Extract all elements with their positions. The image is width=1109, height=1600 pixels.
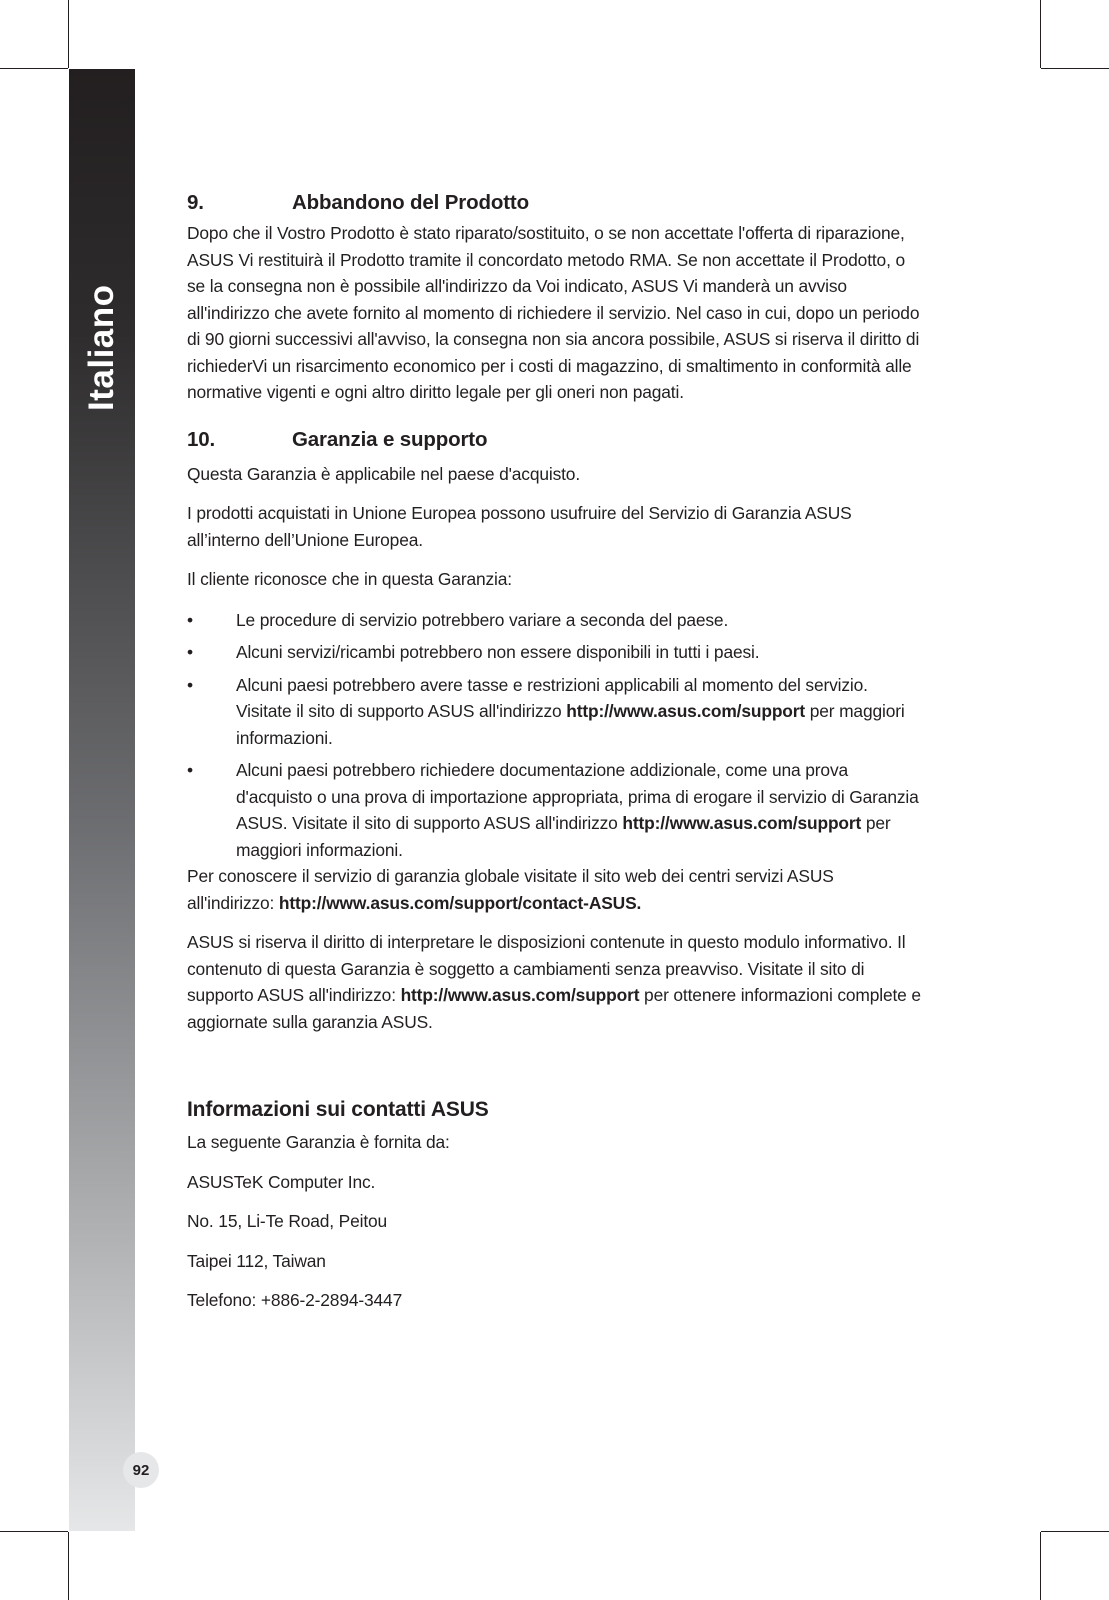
contact-line: Telefono: +886-2-2894-3447 xyxy=(187,1290,403,1310)
bullet: • xyxy=(187,642,193,662)
section-number: 9. xyxy=(187,191,204,214)
bullet: • xyxy=(187,674,193,695)
crop-mark xyxy=(0,68,68,69)
list-item xyxy=(187,672,927,752)
page-number: 92 xyxy=(123,1452,159,1488)
list-item-text: per maggiori informazioni. xyxy=(236,701,905,748)
paragraph: Il cliente riconosce che in questa Garanzia: xyxy=(187,569,512,589)
section-9-heading xyxy=(187,190,927,216)
list-item-text: Alcuni paesi potrebbero avere tasse e restrizioni applicabili al momento del servizio. Visitate il sito di supporto ASUS all'indirizzo xyxy=(236,674,868,721)
contact-line: La seguente Garanzia è fornita da: xyxy=(187,1132,450,1152)
list-item xyxy=(187,757,927,863)
crop-mark xyxy=(1040,0,1041,68)
support-link[interactable]: http://www.asus.com/support xyxy=(400,985,640,1005)
language-label: Italiano xyxy=(82,284,121,411)
crop-mark xyxy=(68,0,69,68)
paragraph-text: Per conoscere il servizio di garanzia globale visitate il sito web dei centri servizi ASUS all'indirizzo: xyxy=(187,866,834,913)
contact-line: No. 15, Li-Te Road, Peitou xyxy=(187,1211,388,1231)
language-tab xyxy=(69,69,135,411)
paragraph xyxy=(187,929,927,1035)
paragraph: Questa Garanzia è applicabile nel paese d'acquisto. xyxy=(187,463,581,484)
list-item-text: Alcuni paesi potrebbero richiedere documentazione addizionale, come una prova d'acquisto o una prova di importazione appropriata, prima di erogare il servizio di Garanzia ASUS. Visitate il sito di supporto ASUS all'indirizzo xyxy=(236,760,919,833)
crop-mark xyxy=(1041,68,1109,69)
crop-mark xyxy=(1040,1532,1041,1600)
bullet: • xyxy=(187,609,193,630)
contact-line: ASUSTeK Computer Inc. xyxy=(187,1171,376,1192)
list-item xyxy=(187,607,927,634)
crop-mark xyxy=(0,1531,68,1532)
language-sidebar xyxy=(69,69,135,1531)
bullet: • xyxy=(187,760,193,780)
list-item-text: Le procedure di servizio potrebbero variare a seconda del paese. xyxy=(236,609,729,630)
support-link[interactable]: http://www.asus.com/support xyxy=(622,813,862,833)
crop-mark xyxy=(1041,1531,1109,1532)
list-item xyxy=(187,639,927,666)
paragraph-text: per ottenere informazioni complete e aggiornate sulla garanzia ASUS. xyxy=(187,985,921,1032)
contact-line: Taipei 112, Taiwan xyxy=(187,1250,326,1271)
section-9-paragraph: Dopo che il Vostro Prodotto è stato riparato/sostituito, o se non accettate l'offerta di riparazione, ASUS Vi restituirà il Prodotto tramite il concordato metodo RMA. Se non accettate il Prodotto, o se la consegna non è possibile all'indirizzo da Voi indicato, ASUS Vi manderà un avviso all'indirizzo che avete fornito al momento di richiedere il servizio. Nel caso in cui, dopo un periodo di 90 giorni successivi all'avviso, la consegna non sia ancora possibile, ASUS si riserva il diritto di richiederVi un risarcimento economico per i costi di magazzino, di smaltimento in conformità alle normative vigenti e ogni altro diritto legale per gli oneri non pagati. xyxy=(187,223,920,402)
support-link[interactable]: http://www.asus.com/support xyxy=(566,701,806,721)
section-number: 10. xyxy=(187,427,216,451)
list-item-text: Alcuni servizi/ricambi potrebbero non essere disponibili in tutti i paesi. xyxy=(236,642,760,662)
section-10-heading xyxy=(187,427,927,453)
list-item-text: per maggiori informazioni. xyxy=(236,813,891,860)
contacts-heading: Informazioni sui contatti ASUS xyxy=(187,1098,489,1121)
paragraph: I prodotti acquistati in Unione Europea possono usufruire del Servizio di Garanzia ASUS all’interno dell’Unione Europea. xyxy=(187,503,852,550)
conditions-list xyxy=(187,607,927,864)
section-title: Abbandono del Prodotto xyxy=(292,191,529,214)
paragraph xyxy=(187,863,887,916)
crop-mark xyxy=(68,1532,69,1600)
paragraph-text: ASUS si riserva il diritto di interpretare le disposizioni contenute in questo modulo informativo. Il contenuto di questa Garanzia è soggetto a cambiamenti senza preavviso. Visitate il sito di supporto ASUS all'indirizzo: xyxy=(187,932,906,1005)
section-title: Garanzia e supporto xyxy=(292,427,488,451)
page-content xyxy=(187,190,927,1314)
contact-link[interactable]: http://www.asus.com/support/contact-ASUS. xyxy=(278,892,642,913)
